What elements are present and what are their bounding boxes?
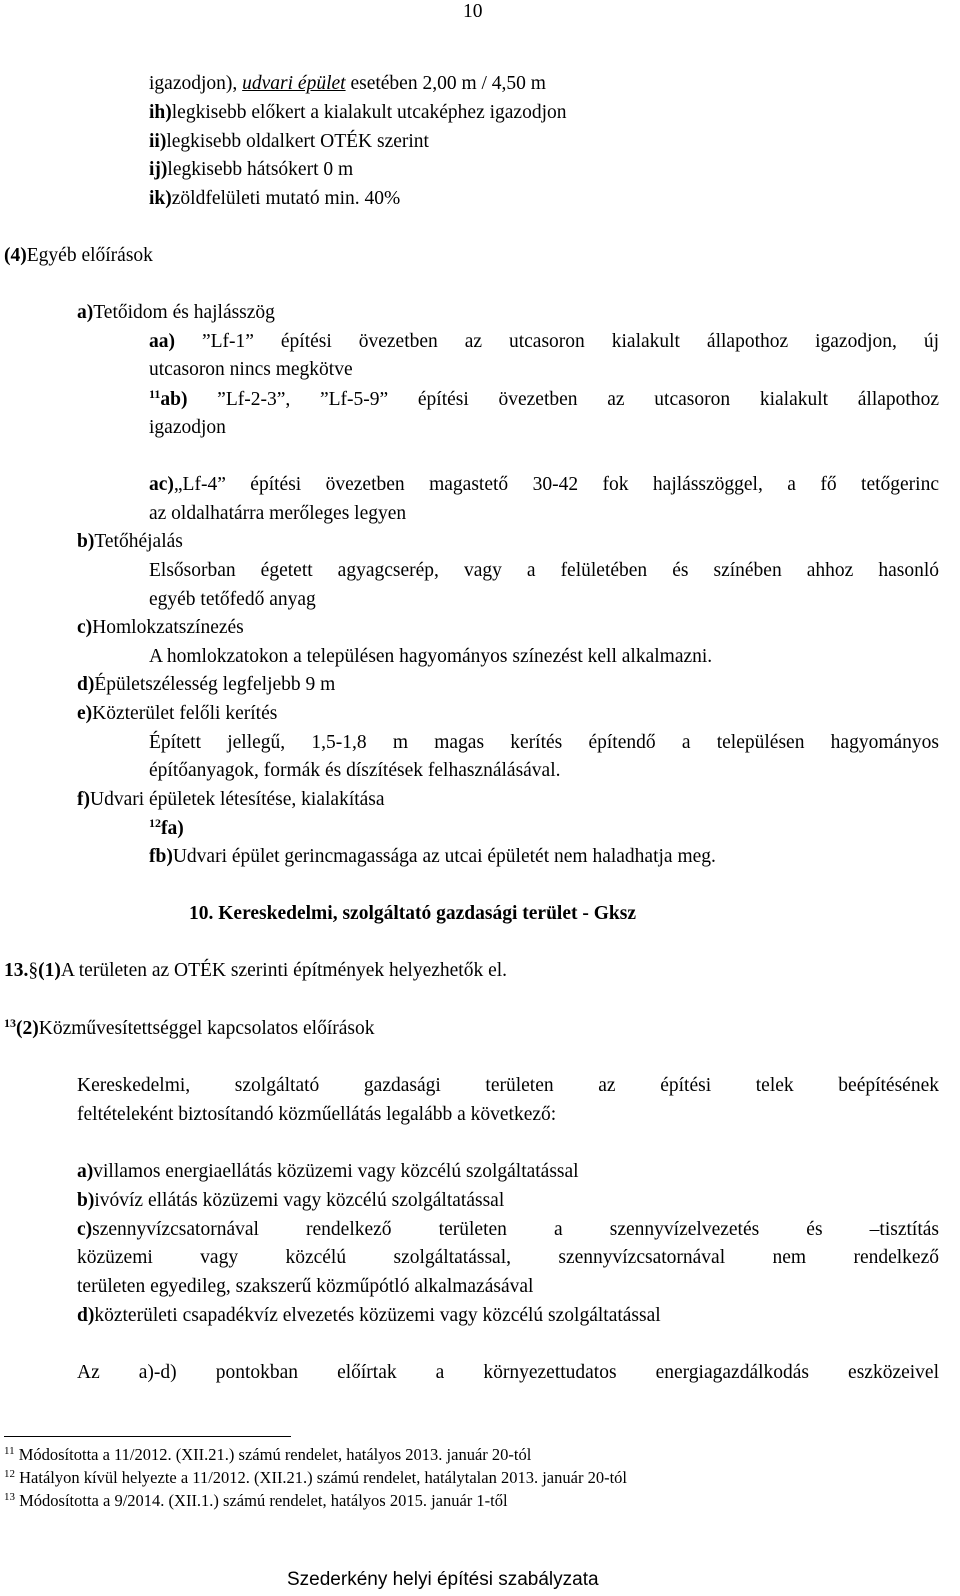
section-heading: (4)Egyéb előírások [4, 245, 153, 266]
footnote-divider [4, 1436, 291, 1437]
utility-item-c: c)szennyvízcsatornával rendelkező területen a szennyvízelvezetés és –tisztítás [77, 1219, 939, 1240]
item-ab: $^{11}$ab) ”Lf-2-3”, ”Lf-5-9” építési övezetben az utcasoron kialakult állapothoz [149, 387, 939, 410]
text-line: igazodjon), udvari épület esetében 2,00 m / 4,50 m [149, 73, 546, 94]
subsection-c: c)Homlokzatszínezés [77, 617, 244, 638]
subsection-b: b)Tetőhéjalás [77, 531, 183, 552]
item-fa: $^{12}$fa) [149, 816, 184, 839]
term-link: udvari épület [242, 73, 346, 94]
item-ab-cont: igazodjon [149, 417, 226, 438]
item-aa: aa) ”Lf-1” építési övezetben az utcasoron kialakult állapothoz igazodjon, új [149, 331, 939, 352]
subsection-e: e)Közterület felőli kerítés [77, 703, 278, 724]
page-footer: Szederkény helyi építési szabályzata [287, 1569, 599, 1590]
footnote: $^{13}$ Módosította a 9/2014. (XII.1.) számú rendelet, hatályos 2015. január 1-től [4, 1491, 508, 1510]
subsection-b-body: Elsősorban égetett agyagcserép, vagy a felületében és színében ahhoz hasonló [149, 560, 939, 581]
subsection-b-body-cont: egyéb tetőfedő anyag [149, 589, 316, 610]
chapter-heading: 10. Kereskedelmi, szolgáltató gazdasági terület - Gksz [189, 903, 636, 924]
footnote: $^{12}$ Hatályon kívül helyezte a 11/2012. (XII.21.) számú rendelet, hatálytalan 2013. január 20-tól [4, 1468, 627, 1487]
subsection-a: a)Tetőidom és hajlásszög [77, 302, 275, 323]
item-ac: ac)„Lf-4” építési övezetben magastető 30-42 fok hajlásszöggel, a fő tetőgerinc [149, 474, 939, 495]
item-fb: fb)Udvari épület gerincmagassága az utcai épületét nem haladhatja meg. [149, 846, 716, 867]
body-paragraph-cont: feltételeként biztosítandó közműellátás legalább a következő: [77, 1104, 557, 1125]
closing-line: Az a)-d) pontokban előírtak a környezettudatos energiagazdálkodás eszközeivel [77, 1362, 939, 1383]
utility-item-d: d)közterületi csapadékvíz elvezetés közüzemi vagy közcélú szolgáltatással [77, 1305, 661, 1326]
subsection-c-body: A homlokzatokon a településen hagyományos színezést kell alkalmazni. [149, 646, 713, 667]
subsection-e-body-cont: építőanyagok, formák és díszítések felhasználásával. [149, 760, 561, 781]
utility-item-b: b)ivóvíz ellátás közüzemi vagy közcélú szolgáltatással [77, 1190, 505, 1211]
footnote: $^{11}$ Módosította a 11/2012. (XII.21.) számú rendelet, hatályos 2013. január 20-tól [4, 1445, 532, 1464]
body-paragraph: Kereskedelmi, szolgáltató gazdasági területen az építési telek beépítésének [77, 1075, 939, 1096]
subsection-d: d)Épületszélesség legfeljebb 9 m [77, 674, 336, 695]
utility-item-c-cont: közüzemi vagy közcélú szolgáltatással, szennyvízcsatornával nem rendelkező [77, 1247, 939, 1268]
page-number: 10 [463, 1, 483, 22]
list-item: ij)legkisebb hátsókert 0 m [149, 159, 354, 180]
subsection-e-body: Épített jellegű, 1,5-1,8 m magas kerítés építendő a településen hagyományos [149, 732, 939, 753]
paragraph-13: 13.§(1)A területen az OTÉK szerinti építmények helyezhetők el. [4, 960, 508, 981]
list-item: ii)legkisebb oldalkert OTÉK szerint [149, 131, 429, 152]
section-2-heading: $^{13}$(2)Közművesítettséggel kapcsolatos előírások [4, 1016, 375, 1039]
item-ac-cont: az oldalhatárra merőleges legyen [149, 503, 407, 524]
utility-item-c-cont2: területen egyedileg, szakszerű közműpótló alkalmazásával [77, 1276, 534, 1297]
item-aa-cont: utcasoron nincs megkötve [149, 359, 353, 380]
list-item: ih)legkisebb előkert a kialakult utcaképhez igazodjon [149, 102, 567, 123]
subsection-f: f)Udvari épületek létesítése, kialakítása [77, 789, 385, 810]
utility-item-a: a)villamos energiaellátás közüzemi vagy közcélú szolgáltatással [77, 1161, 579, 1182]
list-item: ik)zöldfelületi mutató min. 40% [149, 188, 401, 209]
